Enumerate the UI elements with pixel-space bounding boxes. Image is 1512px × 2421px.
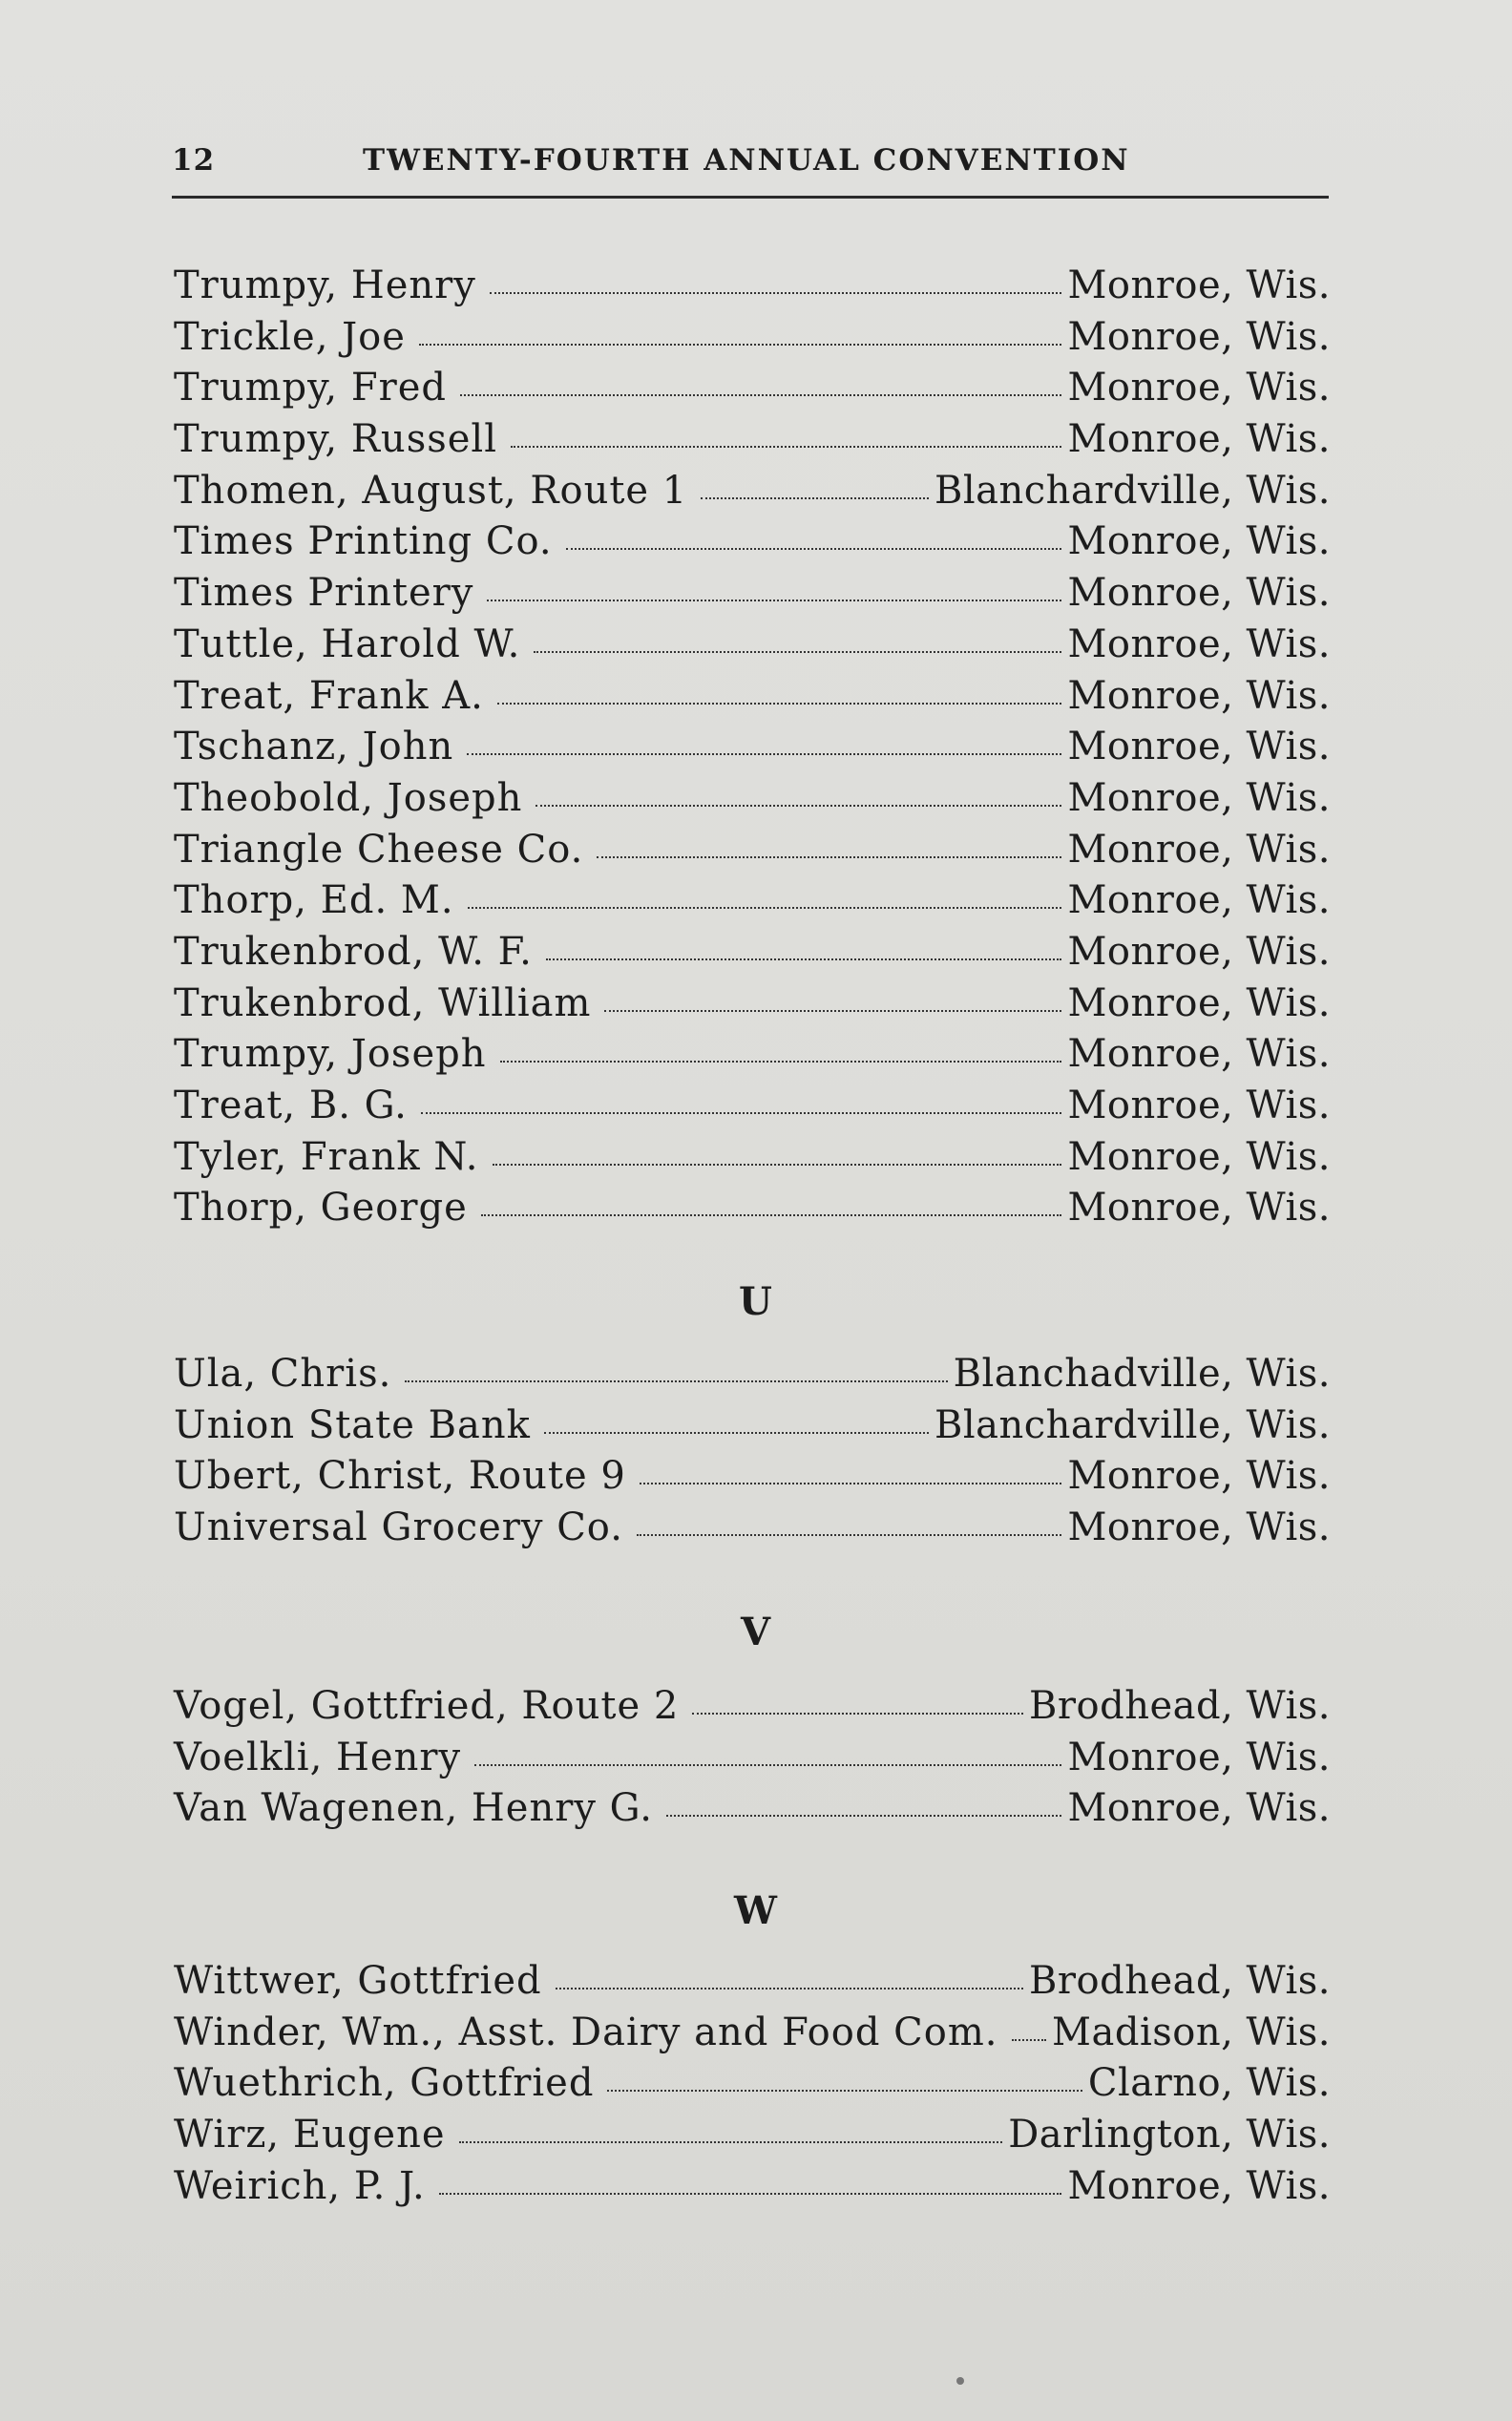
entry-name: Thorp, Ed. M. xyxy=(174,878,454,923)
dot-leader xyxy=(459,2141,1003,2143)
dot-leader xyxy=(536,805,1061,807)
list-item xyxy=(174,263,1331,315)
entry-location: Monroe, Wis. xyxy=(1067,621,1331,666)
entry-location: Darlington, Wis. xyxy=(1008,2113,1331,2158)
list-item xyxy=(174,828,1331,879)
dot-leader xyxy=(597,856,1061,858)
list-item xyxy=(174,1352,1331,1403)
dot-leader xyxy=(497,703,1062,705)
entry-location: Monroe, Wis. xyxy=(1067,673,1331,718)
section-t-list xyxy=(174,263,1331,1237)
entry-name: Thomen, August, Route 1 xyxy=(174,468,688,513)
dot-leader xyxy=(419,344,1062,346)
dot-leader xyxy=(481,1214,1062,1216)
entry-location: Monroe, Wis. xyxy=(1067,314,1331,359)
dot-leader xyxy=(439,2193,1062,2195)
list-item xyxy=(174,1135,1331,1187)
entry-location: Monroe, Wis. xyxy=(1067,366,1331,411)
list-item xyxy=(174,981,1331,1033)
entry-location: Blanchardville, Wis. xyxy=(934,1402,1331,1447)
section-v-list xyxy=(174,1684,1331,1838)
entry-name: Trickle, Joe xyxy=(174,314,406,359)
section-letter-v: V xyxy=(740,1610,772,1654)
header-rule xyxy=(172,196,1329,199)
entry-name: Theobold, Joseph xyxy=(174,775,523,820)
entry-name: Wittwer, Gottfried xyxy=(174,1959,542,2003)
list-item xyxy=(174,1959,1331,2010)
entry-name: Trumpy, Fred xyxy=(174,366,447,411)
page-header xyxy=(172,143,1327,181)
dot-leader xyxy=(607,2090,1082,2092)
entry-location: Clarno, Wis. xyxy=(1087,2061,1331,2106)
entry-name: Universal Grocery Co. xyxy=(174,1505,623,1550)
list-item xyxy=(174,1736,1331,1787)
entry-name: Thorp, George xyxy=(174,1186,468,1231)
dot-leader xyxy=(1012,2039,1047,2041)
dot-leader xyxy=(500,1061,1062,1063)
list-item xyxy=(174,1186,1331,1237)
entry-location: Monroe, Wis. xyxy=(1067,2163,1331,2208)
list-item xyxy=(174,519,1331,571)
entry-name: Treat, Frank A. xyxy=(174,673,484,718)
running-title: TWENTY-FOURTH ANNUAL CONVENTION xyxy=(363,143,1130,178)
entry-location: Monroe, Wis. xyxy=(1067,1786,1331,1831)
dot-leader xyxy=(493,1164,1062,1166)
dot-leader xyxy=(467,753,1061,755)
entry-location: Monroe, Wis. xyxy=(1067,878,1331,923)
entry-name: Winder, Wm., Asst. Dairy and Food Com. xyxy=(174,2010,998,2054)
dot-leader xyxy=(487,600,1061,601)
entry-location: Monroe, Wis. xyxy=(1067,1134,1331,1179)
entry-location: Brodhead, Wis. xyxy=(1029,1959,1331,2003)
dot-leader xyxy=(468,907,1062,909)
entry-location: Monroe, Wis. xyxy=(1067,1454,1331,1499)
entry-location: Monroe, Wis. xyxy=(1067,775,1331,820)
entry-location: Monroe, Wis. xyxy=(1067,725,1331,769)
entry-location: Monroe, Wis. xyxy=(1067,1735,1331,1779)
list-item xyxy=(174,622,1331,674)
dot-leader xyxy=(604,1010,1061,1012)
entry-name: Trumpy, Joseph xyxy=(174,1032,487,1077)
section-u-list xyxy=(174,1352,1331,1557)
list-item xyxy=(174,1684,1331,1736)
entry-location: Monroe, Wis. xyxy=(1067,980,1331,1025)
list-item xyxy=(174,1454,1331,1505)
list-item xyxy=(174,930,1331,981)
list-item xyxy=(174,674,1331,726)
entry-location: Monroe, Wis. xyxy=(1067,1505,1331,1550)
list-item xyxy=(174,2061,1331,2113)
list-item xyxy=(174,776,1331,828)
entry-name: Van Wagenen, Henry G. xyxy=(174,1786,653,1831)
dot-leader xyxy=(405,1380,947,1382)
dot-leader xyxy=(566,548,1062,550)
list-item xyxy=(174,2164,1331,2216)
dot-leader xyxy=(544,1432,929,1434)
list-item xyxy=(174,571,1331,622)
dot-leader xyxy=(546,958,1062,960)
entry-name: Wirz, Eugene xyxy=(174,2113,446,2158)
list-item xyxy=(174,878,1331,930)
list-item xyxy=(174,1084,1331,1135)
list-item xyxy=(174,1505,1331,1557)
section-letter-w: W xyxy=(734,1888,778,1933)
entry-name: Trumpy, Henry xyxy=(174,263,476,307)
list-item xyxy=(174,469,1331,520)
entry-location: Monroe, Wis. xyxy=(1067,417,1331,462)
dot-leader xyxy=(460,394,1061,396)
entry-name: Trukenbrod, William xyxy=(174,980,592,1025)
list-item xyxy=(174,417,1331,469)
dot-leader xyxy=(474,1764,1061,1766)
dot-leader xyxy=(666,1815,1062,1817)
entry-location: Monroe, Wis. xyxy=(1067,571,1331,616)
entry-location: Monroe, Wis. xyxy=(1067,1032,1331,1077)
entry-name: Ula, Chris. xyxy=(174,1352,392,1396)
dot-leader xyxy=(421,1112,1062,1114)
list-item xyxy=(174,2010,1331,2062)
list-item xyxy=(174,725,1331,776)
dot-leader xyxy=(511,446,1061,448)
entry-name: Treat, B. G. xyxy=(174,1084,408,1127)
entry-location: Monroe, Wis. xyxy=(1067,263,1331,307)
dot-leader xyxy=(701,497,929,499)
entry-name: Trumpy, Russell xyxy=(174,417,498,462)
entry-name: Voelkli, Henry xyxy=(174,1735,462,1779)
entry-location: Monroe, Wis. xyxy=(1067,1186,1331,1231)
entry-name: Ubert, Christ, Route 9 xyxy=(174,1454,626,1499)
entry-location: Madison, Wis. xyxy=(1052,2010,1331,2054)
entry-name: Triangle Cheese Co. xyxy=(174,827,584,872)
dot-leader xyxy=(692,1713,1023,1715)
entry-location: Monroe, Wis. xyxy=(1067,519,1331,564)
section-letter-u: U xyxy=(739,1279,773,1324)
list-item xyxy=(174,2113,1331,2164)
entry-location: Monroe, Wis. xyxy=(1067,1084,1331,1127)
dot-leader xyxy=(556,1988,1023,1989)
entry-name: Tyler, Frank N. xyxy=(174,1134,479,1179)
entry-name: Trukenbrod, W. F. xyxy=(174,929,533,974)
entry-name: Times Printing Co. xyxy=(174,519,553,564)
paper-speck xyxy=(956,2377,964,2385)
dot-leader xyxy=(640,1483,1062,1484)
entry-name: Tuttle, Harold W. xyxy=(174,621,521,666)
entry-name: Tschanz, John xyxy=(174,725,454,769)
entry-name: Weirich, P. J. xyxy=(174,2163,426,2208)
entry-location: Monroe, Wis. xyxy=(1067,827,1331,872)
entry-location: Blanchadville, Wis. xyxy=(953,1352,1331,1396)
entry-name: Vogel, Gottfried, Route 2 xyxy=(174,1684,680,1728)
section-w-list xyxy=(174,1959,1331,2215)
dot-leader xyxy=(490,292,1062,294)
list-item xyxy=(174,1032,1331,1084)
entry-name: Union State Bank xyxy=(174,1402,531,1447)
entry-location: Monroe, Wis. xyxy=(1067,929,1331,974)
entry-name: Wuethrich, Gottfried xyxy=(174,2061,595,2106)
dot-leader xyxy=(534,651,1061,653)
list-item xyxy=(174,1403,1331,1455)
entry-location: Brodhead, Wis. xyxy=(1029,1684,1331,1728)
dot-leader xyxy=(637,1534,1062,1536)
list-item xyxy=(174,366,1331,417)
page-number: 12 xyxy=(172,143,216,178)
list-item xyxy=(174,315,1331,367)
entry-location: Blanchardville, Wis. xyxy=(934,468,1331,513)
list-item xyxy=(174,1786,1331,1838)
entry-name: Times Printery xyxy=(174,571,474,616)
